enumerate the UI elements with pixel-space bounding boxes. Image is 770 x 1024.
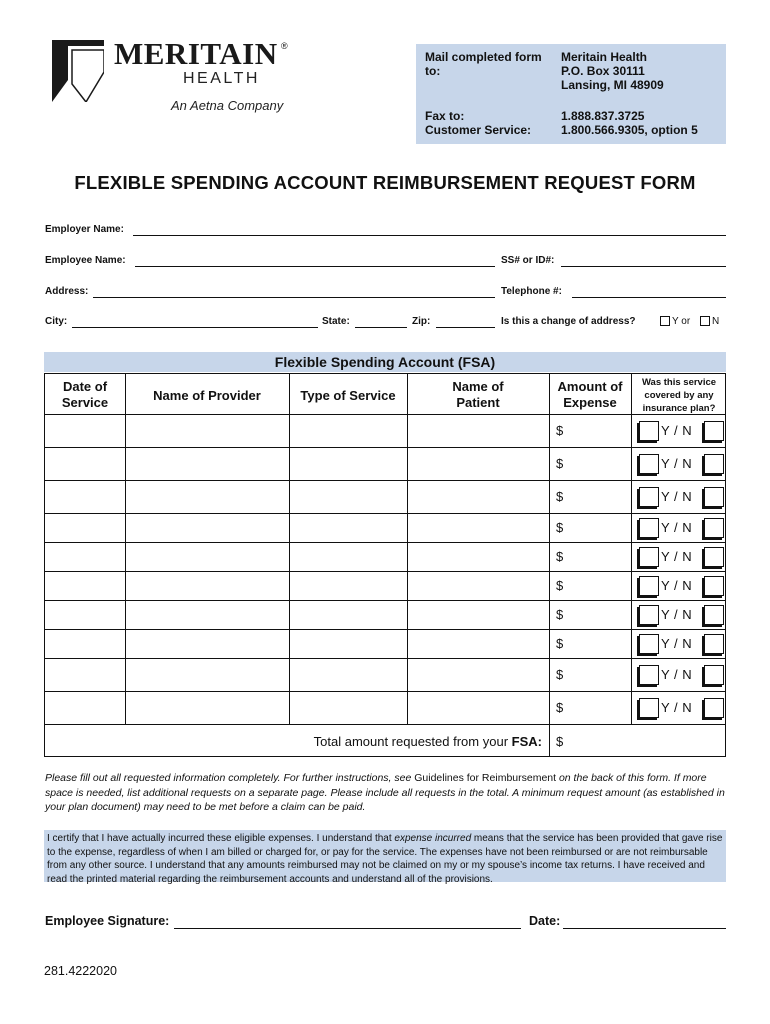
service-type-cell[interactable] bbox=[289, 691, 407, 724]
col-divider bbox=[549, 374, 550, 757]
expense-amount-cell[interactable]: $ bbox=[556, 666, 564, 682]
zip-field[interactable] bbox=[436, 327, 495, 328]
covered-yn-label: Y / N bbox=[661, 606, 693, 622]
patient-name-cell[interactable] bbox=[407, 658, 549, 691]
patient-name-cell[interactable] bbox=[407, 691, 549, 724]
meritain-shield-logo-icon bbox=[52, 40, 104, 102]
covered-yn-label: Y / N bbox=[661, 422, 693, 438]
mail-label: Mail completed form to: bbox=[425, 50, 542, 78]
employer-name-label: Employer Name: bbox=[45, 224, 124, 235]
covered-no-checkbox[interactable] bbox=[704, 454, 724, 474]
covered-no-checkbox[interactable] bbox=[704, 518, 724, 538]
covered-yn-label: Y / N bbox=[661, 455, 693, 471]
total-amount-field[interactable]: $ bbox=[556, 734, 564, 749]
instructions-text bbox=[45, 771, 730, 815]
patient-name-cell[interactable] bbox=[407, 629, 549, 658]
covered-yn-label: Y / N bbox=[661, 666, 693, 682]
city-field[interactable] bbox=[72, 327, 318, 328]
covered-yn-label: Y / N bbox=[661, 635, 693, 651]
covered-yes-checkbox[interactable] bbox=[639, 487, 659, 507]
service-type-cell[interactable] bbox=[289, 600, 407, 629]
logo-wordmark: MERITAIN bbox=[114, 36, 278, 71]
row-divider bbox=[45, 724, 725, 725]
patient-name-cell[interactable] bbox=[407, 542, 549, 571]
form-title: FLEXIBLE SPENDING ACCOUNT REIMBURSEMENT REQUEST FORM bbox=[74, 172, 696, 193]
provider-name-cell[interactable] bbox=[125, 480, 289, 513]
ssn-field[interactable] bbox=[561, 266, 726, 267]
date-of-service-cell[interactable] bbox=[45, 691, 125, 724]
date-of-service-cell[interactable] bbox=[45, 513, 125, 542]
header-name-of-provider: Name of Provider bbox=[153, 388, 261, 403]
mail-address-line-1: Meritain Health bbox=[561, 50, 648, 64]
employee-signature-label: Employee Signature: bbox=[45, 914, 170, 928]
total-label bbox=[45, 734, 542, 749]
mail-address-line-2: P.O. Box 30111 bbox=[561, 64, 645, 78]
instructions-part-1: Please fill out all requested information completely. For further instructions, see bbox=[45, 772, 415, 784]
mail-info-box bbox=[416, 44, 726, 144]
instructions-part-2: on the back of this form. If more space is needed, list additional requests on a separate page. Please include all requests in the total. A minimum request amount (as established in your plan document) may need to be met before a claim can be paid. bbox=[45, 772, 725, 813]
certification-part-2: means that the service has been provided that gave rise to the expense, regardless of when I am billed or charged for, or pay for the service. The expenses have not been reimbursed or are not reimbursable from any other source. I understand that any amounts reimbursed may not be claimed on my or my spouse’s income tax returns. I have received and read the printed material regarding the reimbursement accounts and understand all of the provisions. bbox=[47, 833, 723, 885]
state-label: State: bbox=[322, 316, 350, 327]
expense-amount-cell[interactable]: $ bbox=[556, 635, 564, 651]
covered-no-checkbox[interactable] bbox=[704, 547, 724, 567]
telephone-field[interactable] bbox=[572, 297, 726, 298]
col-divider bbox=[631, 374, 632, 724]
fax-label: Fax to: bbox=[425, 109, 465, 123]
covered-no-checkbox[interactable] bbox=[704, 665, 724, 685]
covered-yn-label: Y / N bbox=[661, 699, 693, 715]
service-type-cell[interactable] bbox=[289, 629, 407, 658]
service-type-cell[interactable] bbox=[289, 480, 407, 513]
date-of-service-cell[interactable] bbox=[45, 542, 125, 571]
total-label-text: Total amount requested from your bbox=[313, 734, 509, 749]
service-type-cell[interactable] bbox=[289, 571, 407, 600]
provider-name-cell[interactable] bbox=[125, 629, 289, 658]
covered-yes-checkbox[interactable] bbox=[639, 665, 659, 685]
provider-name-cell[interactable] bbox=[125, 691, 289, 724]
patient-name-cell[interactable] bbox=[407, 447, 549, 480]
covered-yn-label: Y / N bbox=[661, 488, 693, 504]
covered-yn-label: Y / N bbox=[661, 519, 693, 535]
total-label-fsa: FSA: bbox=[511, 734, 542, 749]
expense-amount-cell[interactable]: $ bbox=[556, 519, 564, 535]
expense-amount-cell[interactable]: $ bbox=[556, 455, 564, 471]
employer-name-field[interactable] bbox=[133, 235, 726, 236]
provider-name-cell[interactable] bbox=[125, 542, 289, 571]
provider-name-cell[interactable] bbox=[125, 513, 289, 542]
certification-italic: expense incurred bbox=[394, 833, 472, 844]
covered-no-checkbox[interactable] bbox=[704, 634, 724, 654]
provider-name-cell[interactable] bbox=[125, 571, 289, 600]
service-type-cell[interactable] bbox=[289, 414, 407, 447]
date-of-service-cell[interactable] bbox=[45, 414, 125, 447]
change-address-yes-checkbox[interactable] bbox=[660, 316, 670, 326]
covered-yes-checkbox[interactable] bbox=[639, 605, 659, 625]
header-type-of-service: Type of Service bbox=[300, 388, 396, 403]
covered-no-checkbox[interactable] bbox=[704, 487, 724, 507]
change-address-yes-label: Y or bbox=[672, 316, 691, 327]
patient-name-cell[interactable] bbox=[407, 571, 549, 600]
covered-yes-checkbox[interactable] bbox=[639, 518, 659, 538]
employee-name-field[interactable] bbox=[135, 266, 495, 267]
expense-amount-cell[interactable]: $ bbox=[556, 606, 564, 622]
covered-no-checkbox[interactable] bbox=[704, 576, 724, 596]
covered-yes-checkbox[interactable] bbox=[639, 454, 659, 474]
covered-yes-checkbox[interactable] bbox=[639, 421, 659, 441]
telephone-label: Telephone #: bbox=[501, 286, 562, 297]
date-of-service-cell[interactable] bbox=[45, 571, 125, 600]
covered-no-checkbox[interactable] bbox=[704, 698, 724, 718]
provider-name-cell[interactable] bbox=[125, 414, 289, 447]
certification-part-1: I certify that I have actually incurred these eligible expenses. I understand that bbox=[47, 833, 395, 844]
patient-name-cell[interactable] bbox=[407, 480, 549, 513]
covered-no-checkbox[interactable] bbox=[704, 421, 724, 441]
header-amount-of-expense: Amount of Expense bbox=[557, 379, 623, 410]
covered-yes-checkbox[interactable] bbox=[639, 547, 659, 567]
signature-date-field[interactable] bbox=[563, 928, 726, 929]
date-of-service-cell[interactable] bbox=[45, 447, 125, 480]
covered-yn-label: Y / N bbox=[661, 577, 693, 593]
header-name-of-patient: Name of Patient bbox=[452, 379, 504, 410]
certification-text bbox=[44, 830, 726, 888]
patient-name-cell[interactable] bbox=[407, 513, 549, 542]
fax-value: 1.888.837.3725 bbox=[561, 109, 645, 123]
service-type-cell[interactable] bbox=[289, 513, 407, 542]
guidelines-reference: Guidelines for Reimbursement bbox=[414, 772, 557, 784]
expense-amount-cell[interactable]: $ bbox=[556, 699, 564, 715]
logo-tagline: An Aetna Company bbox=[171, 98, 284, 113]
city-label: City: bbox=[45, 316, 68, 327]
service-type-cell[interactable] bbox=[289, 447, 407, 480]
date-of-service-cell[interactable] bbox=[45, 480, 125, 513]
date-label: Date: bbox=[529, 914, 561, 928]
employee-signature-field[interactable] bbox=[174, 928, 521, 929]
customer-service-label: Customer Service: bbox=[425, 123, 532, 137]
covered-yes-checkbox[interactable] bbox=[639, 576, 659, 596]
expense-amount-cell[interactable]: $ bbox=[556, 422, 564, 438]
header-date-of-service: Date of Service bbox=[61, 379, 109, 410]
change-address-no-checkbox[interactable] bbox=[700, 316, 710, 326]
date-of-service-cell[interactable] bbox=[45, 658, 125, 691]
patient-name-cell[interactable] bbox=[407, 414, 549, 447]
address-field[interactable] bbox=[93, 297, 495, 298]
date-of-service-cell[interactable] bbox=[45, 600, 125, 629]
provider-name-cell[interactable] bbox=[125, 447, 289, 480]
covered-yes-checkbox[interactable] bbox=[639, 698, 659, 718]
change-address-question: Is this a change of address? bbox=[501, 316, 636, 327]
state-field[interactable] bbox=[355, 327, 407, 328]
zip-label: Zip: bbox=[412, 316, 431, 327]
address-label: Address: bbox=[45, 286, 89, 297]
header-covered-by-insurance: Was this service covered by any insurance plan? bbox=[641, 377, 717, 414]
date-of-service-cell[interactable] bbox=[45, 629, 125, 658]
customer-service-value: 1.800.566.9305, option 5 bbox=[561, 123, 698, 137]
ssn-label: SS# or ID#: bbox=[501, 255, 555, 266]
expense-amount-cell[interactable]: $ bbox=[556, 488, 564, 504]
change-address-no-label: N bbox=[712, 316, 720, 327]
form-code: 281.4222020 bbox=[44, 964, 117, 978]
certification-box bbox=[44, 830, 726, 885]
covered-yn-label: Y / N bbox=[661, 548, 693, 564]
provider-name-cell[interactable] bbox=[125, 600, 289, 629]
service-type-cell[interactable] bbox=[289, 542, 407, 571]
covered-yes-checkbox[interactable] bbox=[639, 634, 659, 654]
fsa-section-title: Flexible Spending Account (FSA) bbox=[44, 352, 726, 372]
employee-name-label: Employee Name: bbox=[45, 255, 126, 266]
service-type-cell[interactable] bbox=[289, 658, 407, 691]
provider-name-cell[interactable] bbox=[125, 658, 289, 691]
logo-subtitle: HEALTH bbox=[183, 70, 260, 87]
expense-amount-cell[interactable]: $ bbox=[556, 577, 564, 593]
logo-registered-mark: ® bbox=[281, 41, 288, 51]
covered-no-checkbox[interactable] bbox=[704, 605, 724, 625]
patient-name-cell[interactable] bbox=[407, 600, 549, 629]
fsa-expense-table bbox=[44, 373, 726, 757]
mail-address-line-3: Lansing, MI 48909 bbox=[561, 78, 664, 92]
expense-amount-cell[interactable]: $ bbox=[556, 548, 564, 564]
